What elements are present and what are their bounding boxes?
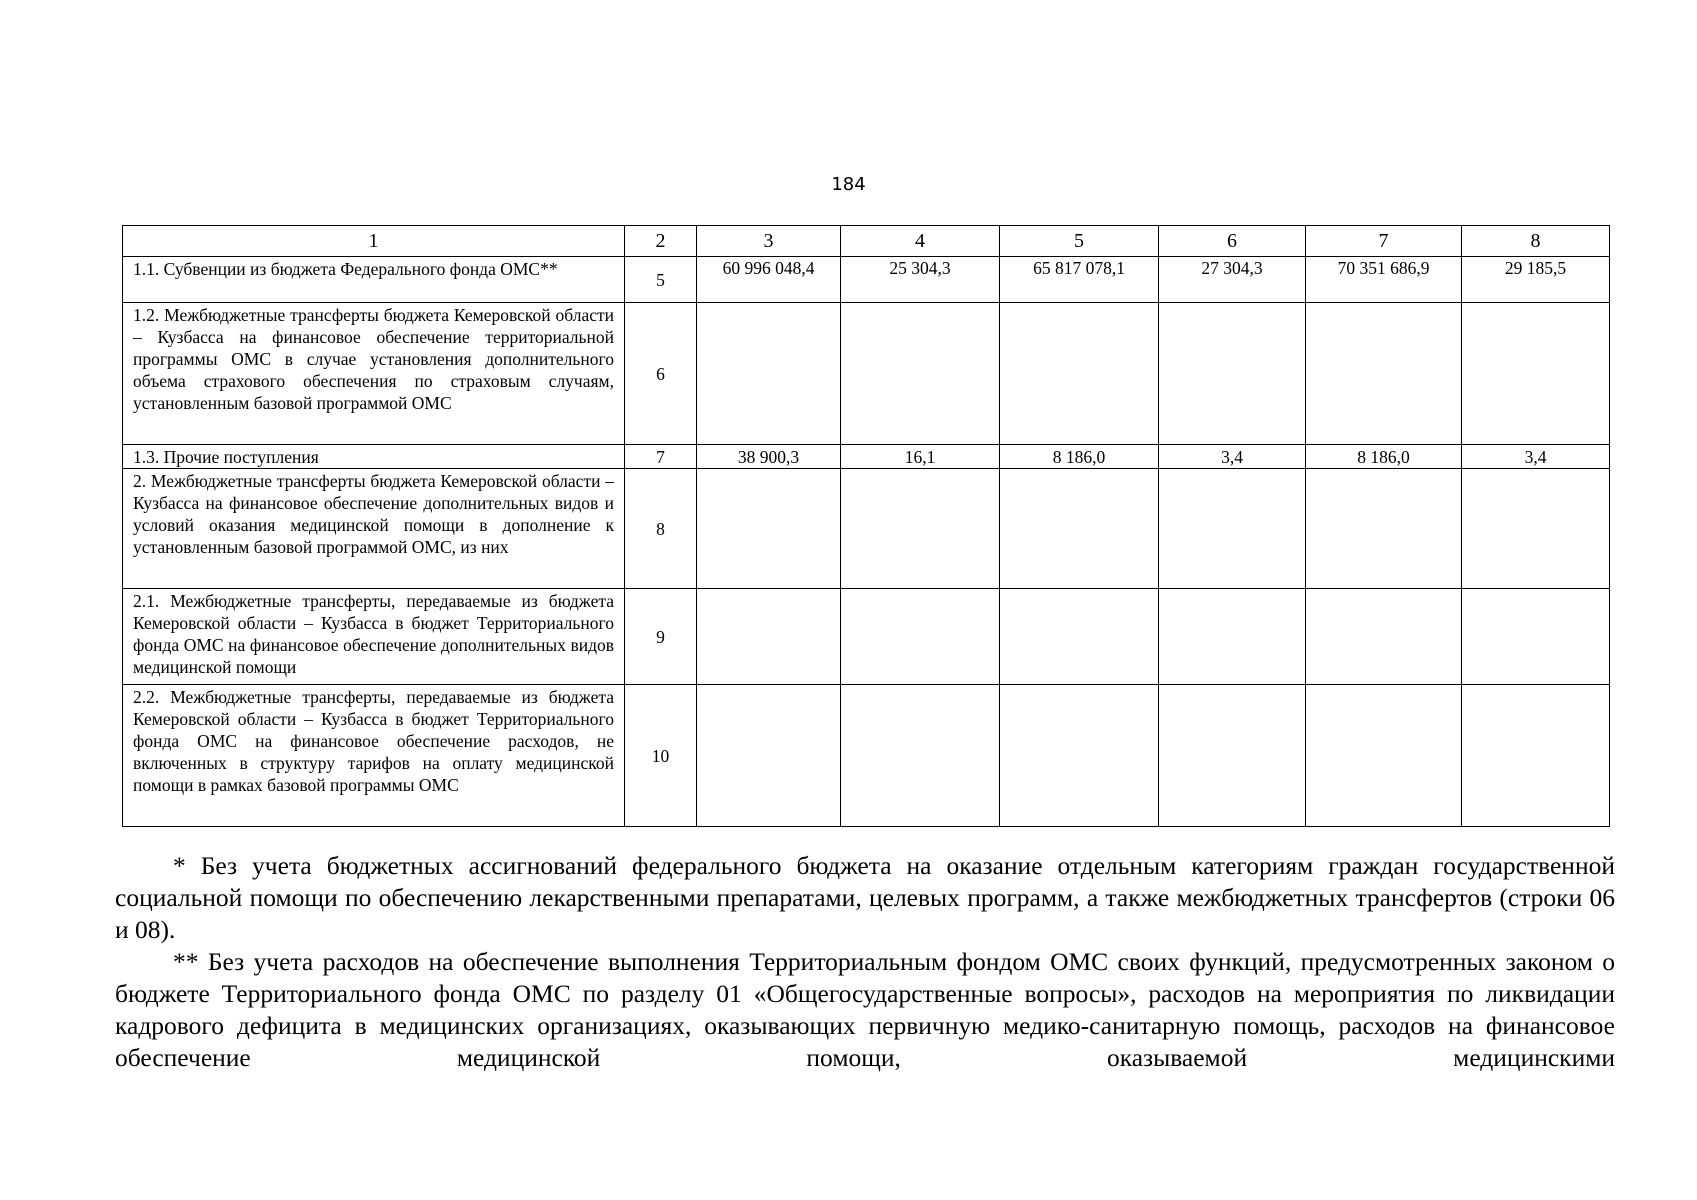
row-code: 10 bbox=[625, 685, 697, 827]
table-cell bbox=[1462, 685, 1610, 827]
table-cell bbox=[841, 303, 1000, 445]
table-row bbox=[123, 445, 1610, 469]
table-cell: 16,1 bbox=[841, 445, 1000, 469]
table-cell: 65 817 078,1 bbox=[1000, 257, 1159, 303]
column-header: 6 bbox=[1159, 226, 1306, 257]
row-code: 5 bbox=[625, 257, 697, 303]
table-cell bbox=[841, 685, 1000, 827]
row-code: 7 bbox=[625, 445, 697, 469]
table-cell bbox=[1306, 469, 1462, 589]
table-row bbox=[123, 589, 1610, 685]
table-cell: 70 351 686,9 bbox=[1306, 257, 1462, 303]
footnote-single-asterisk: * Без учета бюджетных ассигнований федерального бюджета на оказание отдельным категориям граждан государственной социальной помощи по обеспечению лекарственными препаратами, целевых программ, а также межбюджетных трансфертов (строки 06 и 08). bbox=[115, 851, 1615, 944]
table-cell bbox=[697, 685, 841, 827]
table-cell bbox=[1306, 589, 1462, 685]
table-cell bbox=[697, 469, 841, 589]
table-cell: 60 996 048,4 bbox=[697, 257, 841, 303]
table-cell bbox=[1000, 685, 1159, 827]
budget-table bbox=[122, 225, 1610, 827]
table-cell: 3,4 bbox=[1159, 445, 1306, 469]
table-cell bbox=[1159, 589, 1306, 685]
table-cell bbox=[1000, 469, 1159, 589]
column-header: 2 bbox=[625, 226, 697, 257]
table-cell bbox=[1000, 303, 1159, 445]
table-cell bbox=[1159, 685, 1306, 827]
column-header: 4 bbox=[841, 226, 1000, 257]
table-cell bbox=[697, 303, 841, 445]
row-code: 8 bbox=[625, 469, 697, 589]
table-header-row bbox=[123, 226, 1610, 257]
row-label: 2.2. Межбюджетные трансферты, передаваемые из бюджета Кемеровской области – Кузбасса в бюджет Территориального фонда ОМС на финансовое обеспечение расходов, не включенных в структуру тарифов на оплату медицинской помощи в рамках базовой программы ОМС bbox=[123, 685, 625, 827]
table-cell bbox=[841, 589, 1000, 685]
row-code: 6 bbox=[625, 303, 697, 445]
table-cell bbox=[1159, 303, 1306, 445]
table-cell bbox=[1462, 469, 1610, 589]
table-cell: 38 900,3 bbox=[697, 445, 841, 469]
row-label: 2.1. Межбюджетные трансферты, передаваемые из бюджета Кемеровской области – Кузбасса в бюджет Территориального фонда ОМС на финансовое обеспечение дополнительных видов медицинской помощи bbox=[123, 589, 625, 685]
footnotes bbox=[115, 850, 1615, 1074]
table-cell bbox=[1306, 303, 1462, 445]
table-cell bbox=[1159, 469, 1306, 589]
page-number: 184 bbox=[831, 174, 866, 195]
table-cell bbox=[1462, 303, 1610, 445]
column-header: 5 bbox=[1000, 226, 1159, 257]
table-row bbox=[123, 303, 1610, 445]
footnote-double-asterisk: ** Без учета расходов на обеспечение выполнения Территориальным фондом ОМС своих функций, предусмотренных законом о бюджете Территориального фонда ОМС по разделу 01 «Общегосударственные вопросы», расходов на мероприятия по ликвидации кадрового дефицита в медицинских организациях, оказывающих первичную медико-санитарную помощь, расходов на финансовое обеспечение медицинской помощи, оказываемой медицинскими bbox=[115, 947, 1615, 1072]
table-cell bbox=[1462, 589, 1610, 685]
table-cell bbox=[697, 589, 841, 685]
table-cell bbox=[841, 469, 1000, 589]
column-header: 1 bbox=[123, 226, 625, 257]
row-code: 9 bbox=[625, 589, 697, 685]
table-cell: 25 304,3 bbox=[841, 257, 1000, 303]
column-header: 7 bbox=[1306, 226, 1462, 257]
column-header: 8 bbox=[1462, 226, 1610, 257]
table-cell bbox=[1000, 589, 1159, 685]
row-label: 1.1. Субвенции из бюджета Федерального фонда ОМС** bbox=[123, 257, 625, 303]
row-label: 2. Межбюджетные трансферты бюджета Кемеровской области – Кузбасса на финансовое обеспечение дополнительных видов и условий оказания медицинской помощи в дополнение к установленным базовой программой ОМС, из них bbox=[123, 469, 625, 589]
table-cell: 3,4 bbox=[1462, 445, 1610, 469]
table-cell: 29 185,5 bbox=[1462, 257, 1610, 303]
table-row bbox=[123, 257, 1610, 303]
table-row bbox=[123, 685, 1610, 827]
table-cell: 8 186,0 bbox=[1000, 445, 1159, 469]
table-cell bbox=[1306, 685, 1462, 827]
table-row bbox=[123, 469, 1610, 589]
table-cell: 27 304,3 bbox=[1159, 257, 1306, 303]
table-cell: 8 186,0 bbox=[1306, 445, 1462, 469]
row-label: 1.3. Прочие поступления bbox=[123, 445, 625, 469]
column-header: 3 bbox=[697, 226, 841, 257]
row-label: 1.2. Межбюджетные трансферты бюджета Кемеровской области – Кузбасса на финансовое обеспечение территориальной программы ОМС в случае установления дополнительного объема страхового обеспечения по страховым случаям, установленным базовой программой ОМС bbox=[123, 303, 625, 445]
